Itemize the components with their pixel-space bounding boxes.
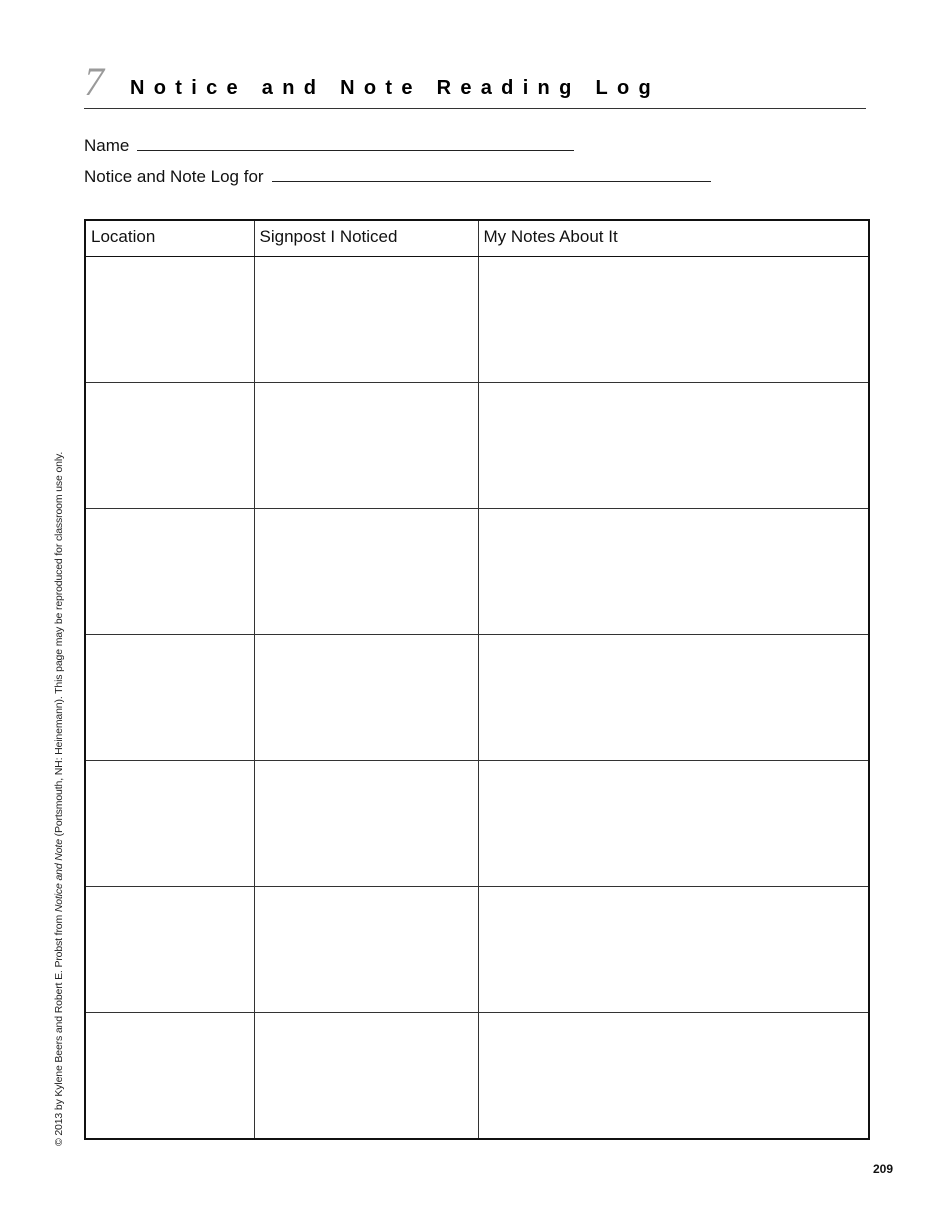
column-header-signpost: Signpost I Noticed — [254, 220, 478, 256]
signpost-cell[interactable] — [254, 760, 478, 886]
table-row — [85, 1012, 869, 1139]
credit-suffix: (Portsmouth, NH: Heinemann). This page may be reproduced for classroom use only. — [53, 451, 65, 840]
reading-log-table — [84, 219, 870, 1140]
notes-cell[interactable] — [478, 256, 869, 382]
notes-cell[interactable] — [478, 382, 869, 508]
column-header-location: Location — [85, 220, 254, 256]
notes-cell[interactable] — [478, 760, 869, 886]
page-header — [84, 60, 866, 109]
chapter-number: 7 — [84, 59, 104, 104]
signpost-cell[interactable] — [254, 886, 478, 1012]
location-cell[interactable] — [85, 634, 254, 760]
table-row — [85, 634, 869, 760]
table-row — [85, 760, 869, 886]
location-cell[interactable] — [85, 382, 254, 508]
signpost-cell[interactable] — [254, 508, 478, 634]
notes-cell[interactable] — [478, 1012, 869, 1139]
log-for-field[interactable] — [84, 167, 711, 187]
signpost-cell[interactable] — [254, 382, 478, 508]
credit-prefix: © 2013 by Kylene Beers and Robert E. Probst from — [53, 912, 65, 1146]
page-number: 209 — [873, 1162, 894, 1176]
location-cell[interactable] — [85, 256, 254, 382]
copyright-credit — [52, 452, 66, 1146]
column-header-notes: My Notes About It — [478, 220, 869, 256]
location-cell[interactable] — [85, 760, 254, 886]
log-for-label: Notice and Note Log for — [84, 167, 264, 186]
signpost-cell[interactable] — [254, 1012, 478, 1139]
name-blank-line[interactable] — [137, 149, 574, 151]
notes-cell[interactable] — [478, 634, 869, 760]
table-row — [85, 886, 869, 1012]
credit-book-title: Notice and Note — [53, 839, 65, 913]
log-for-blank-line[interactable] — [272, 180, 711, 182]
name-label: Name — [84, 136, 130, 155]
page-title: Notice and Note Reading Log — [130, 77, 660, 99]
signpost-cell[interactable] — [254, 256, 478, 382]
name-field[interactable] — [84, 136, 574, 156]
table-row — [85, 256, 869, 382]
location-cell[interactable] — [85, 508, 254, 634]
notes-cell[interactable] — [478, 886, 869, 1012]
table-row — [85, 508, 869, 634]
location-cell[interactable] — [85, 1012, 254, 1139]
notes-cell[interactable] — [478, 508, 869, 634]
location-cell[interactable] — [85, 886, 254, 1012]
signpost-cell[interactable] — [254, 634, 478, 760]
table-row — [85, 382, 869, 508]
table-header-row — [85, 220, 869, 256]
